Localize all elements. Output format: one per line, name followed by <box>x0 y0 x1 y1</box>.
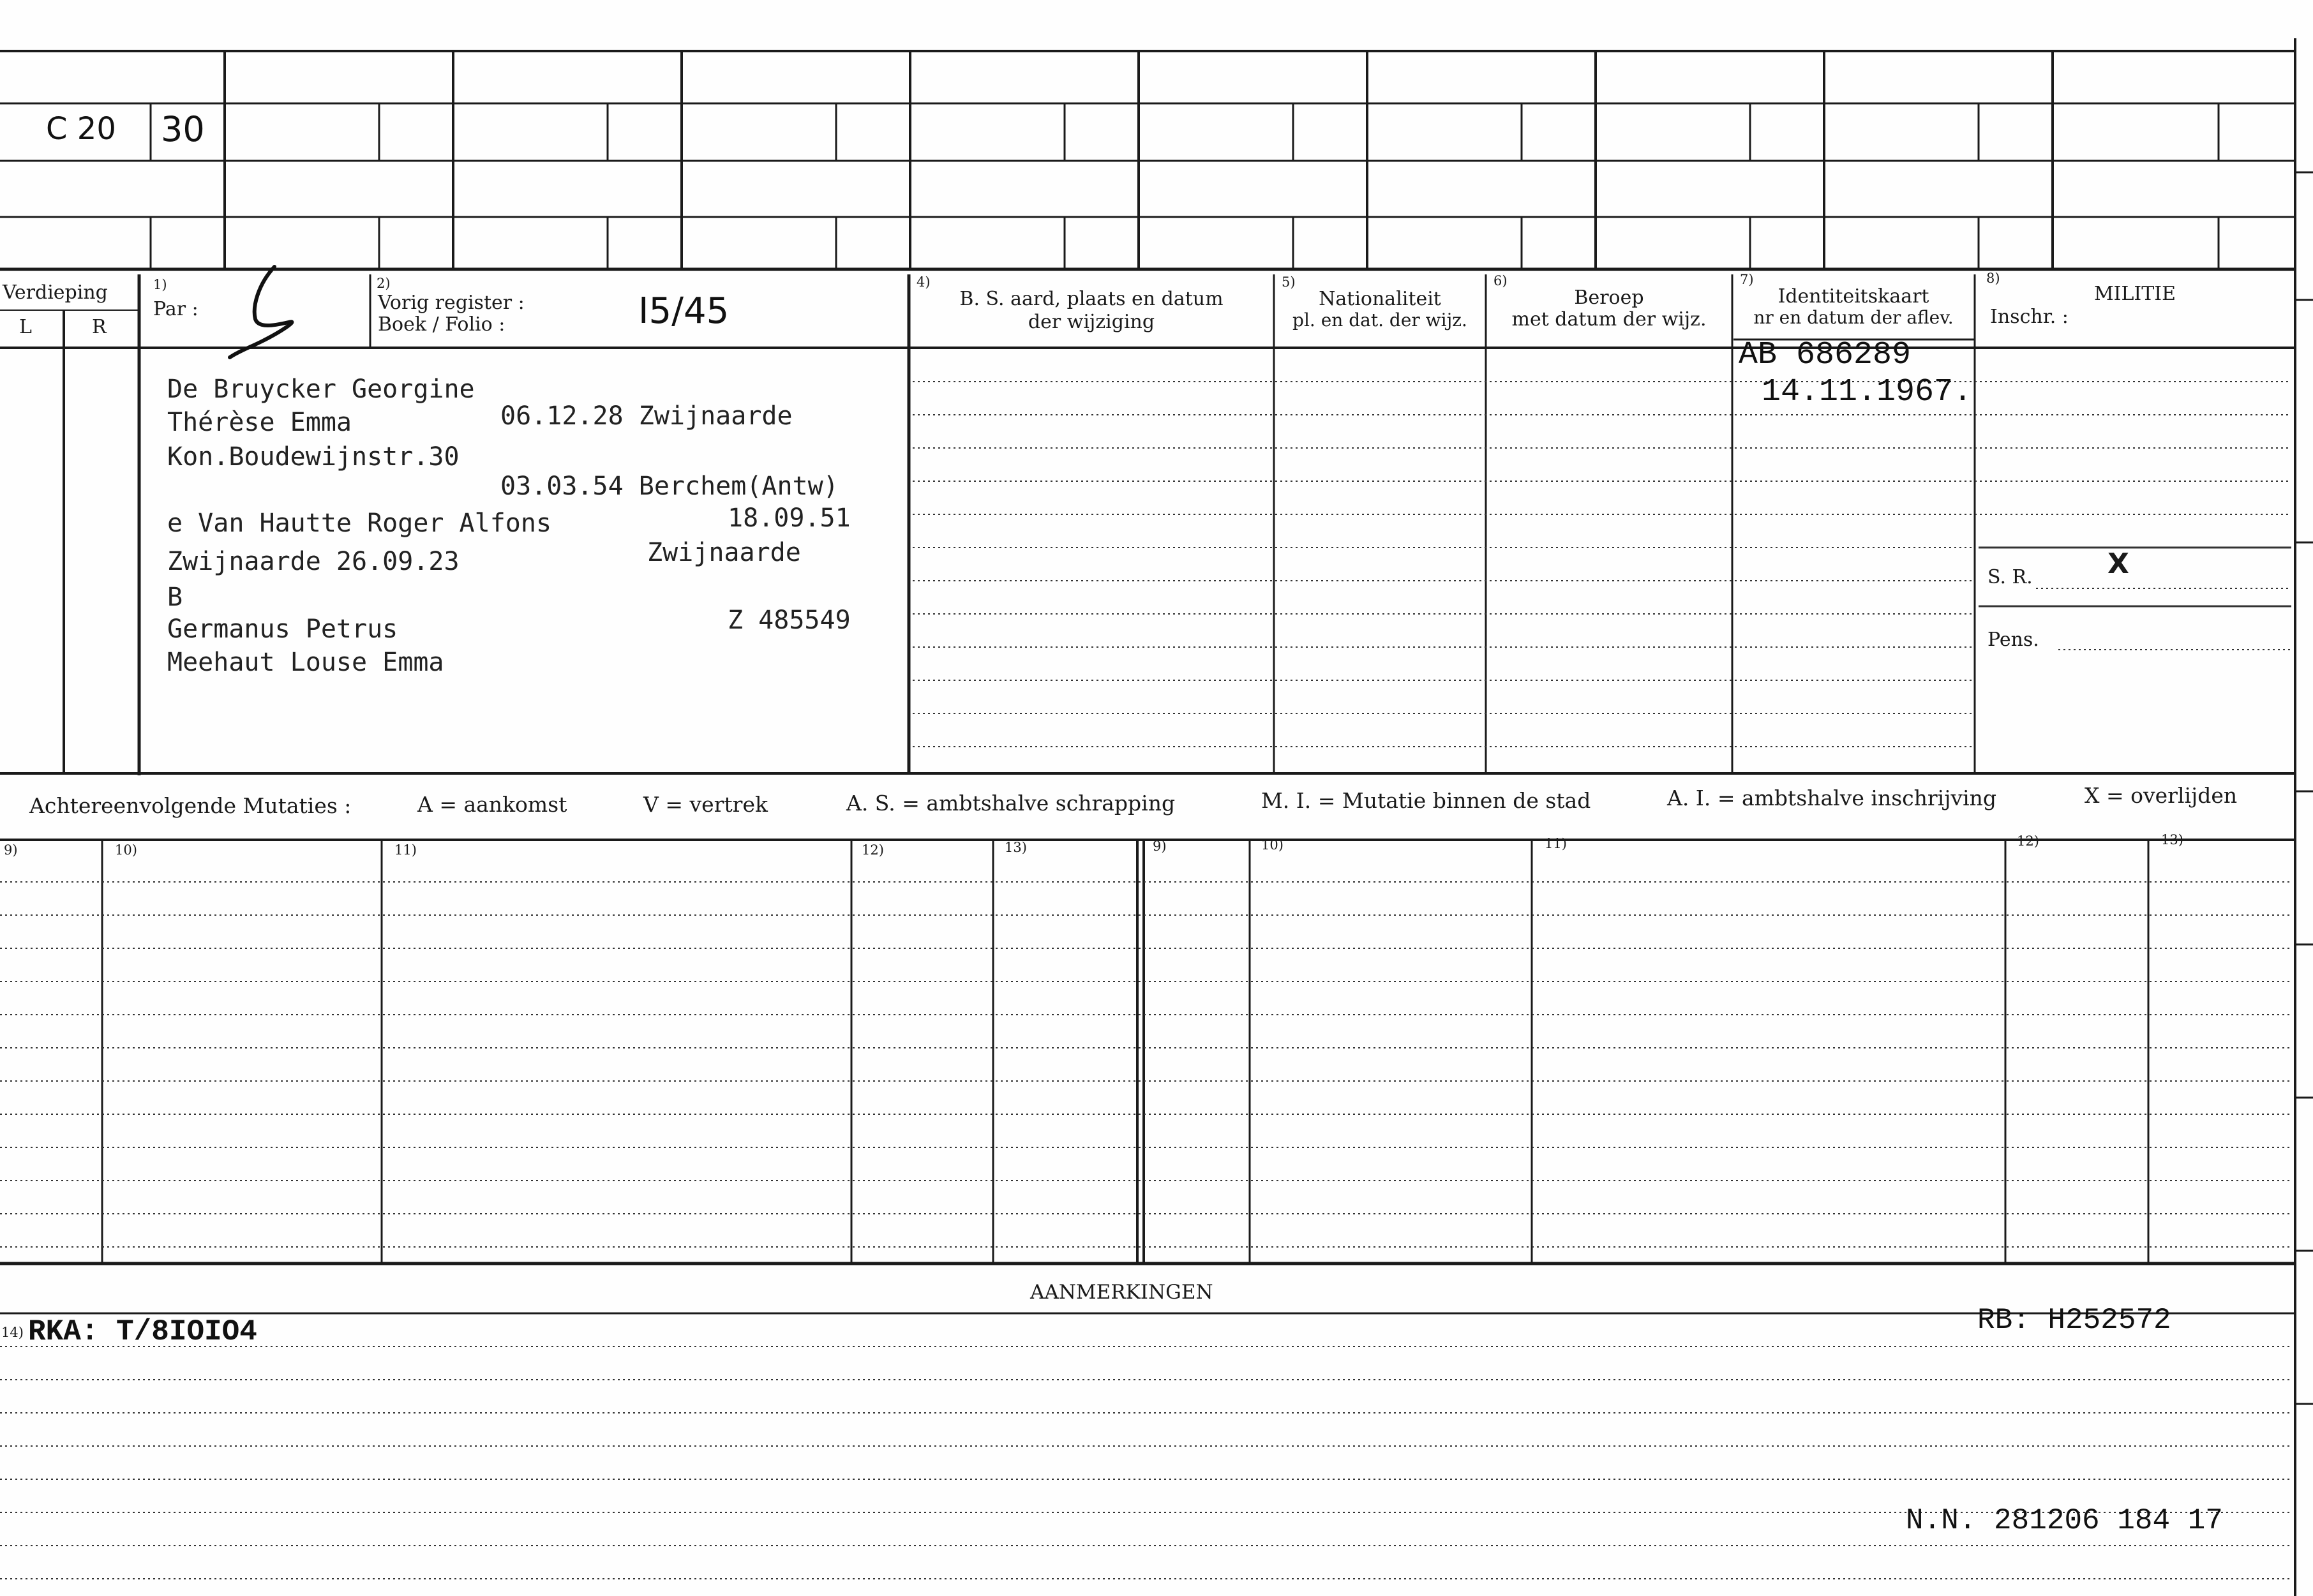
footnote-4: 4) <box>917 274 931 290</box>
footnote-8: 8) <box>1986 271 2000 286</box>
mutation-col-10b: 10) <box>1261 837 1284 853</box>
mutation-v: V = vertrek <box>643 792 768 817</box>
person-name-line2: Thérèse Emma <box>167 408 352 437</box>
remarks-title: AANMERKINGEN <box>1030 1281 1213 1304</box>
spouse-name: e Van Hautte Roger Alfons <box>167 509 552 538</box>
bs-header-line1: B. S. aard, plaats en datum <box>959 288 1224 310</box>
verdieping-label: Verdieping <box>3 281 108 304</box>
footnote-7: 7) <box>1740 272 1754 287</box>
spouse-marriage-date: 18.09.51 <box>728 503 851 533</box>
person-name-line1: De Bruycker Georgine <box>167 375 475 404</box>
mutation-col-13: 13) <box>1005 840 1027 855</box>
boek-folio-label: Boek / Folio : <box>378 313 505 336</box>
footnote-14: 14) <box>1 1325 24 1340</box>
inschr-label: Inschr. : <box>1990 306 2069 328</box>
spouse-birth-place: Zwijnaarde <box>647 538 801 567</box>
mutation-col-9: 9) <box>4 842 18 858</box>
person-birth: 06.12.28 Zwijnaarde <box>500 401 793 431</box>
id-card-number: AB 686289 <box>1739 337 1912 373</box>
col-l-label: L <box>19 316 32 338</box>
mutation-ai: A. I. = ambtshalve inschrijving <box>1667 786 1997 810</box>
sr-value: X <box>2107 548 2129 580</box>
militie-header: MILITIE <box>2093 283 2176 305</box>
vorig-register-label: Vorig register : <box>378 292 525 314</box>
mother-name: Meehaut Louse Emma <box>167 648 444 677</box>
mutation-col-11b: 11) <box>1545 836 1567 851</box>
spouse-birth: Zwijnaarde 26.09.23 <box>167 547 460 576</box>
mutation-col-12b: 12) <box>2017 833 2039 849</box>
identiteitskaart-header-line1: Identiteitskaart <box>1778 285 1929 308</box>
father-number: Z 485549 <box>728 606 851 635</box>
footnote-5: 5) <box>1282 274 1296 290</box>
mutation-col-12: 12) <box>862 842 884 858</box>
vorig-register-value: I5/45 <box>638 290 730 332</box>
rb-number: RB: H252572 <box>1977 1304 2171 1337</box>
mutations-title: Achtereenvolgende Mutaties : <box>29 793 352 818</box>
nationaliteit-header-line1: Nationaliteit <box>1319 288 1441 310</box>
beroep-header-line2: met datum der wijz. <box>1511 308 1707 331</box>
code-left: C 20 <box>46 111 116 147</box>
mutation-col-11: 11) <box>394 842 417 858</box>
identiteitskaart-header-line2: nr en datum der aflev. <box>1753 307 1954 328</box>
par-handwritten-mark <box>230 267 292 357</box>
pens-label: Pens. <box>1987 629 2039 651</box>
person-address: Kon.Boudewijnstr.30 <box>167 442 460 472</box>
par-label: Par : <box>153 298 198 320</box>
mutation-col-9b: 9) <box>1153 839 1167 854</box>
father-name: Germanus Petrus <box>167 615 398 644</box>
bs-header-line2: der wijziging <box>1028 311 1155 333</box>
nationaliteit-header-line2: pl. en dat. der wijz. <box>1292 310 1467 331</box>
id-card-date: 14.11.1967. <box>1762 374 1973 410</box>
mutation-mi: M. I. = Mutatie binnen de stad <box>1261 788 1591 813</box>
col-r-label: R <box>92 316 107 338</box>
mutation-as: A. S. = ambtshalve schrapping <box>846 791 1176 816</box>
footnote-6: 6) <box>1493 273 1508 288</box>
mutation-a: A = aankomst <box>417 792 567 817</box>
person-letter: B <box>167 583 183 612</box>
nn-number: N.N. 281206 184 17 <box>1906 1504 2223 1537</box>
sr-label: S. R. <box>1987 566 2033 588</box>
footnote-1: 1) <box>153 277 167 292</box>
footnote-2: 2) <box>377 276 391 291</box>
rka-number: RKA: T/8IOIO4 <box>28 1315 257 1348</box>
code-right: 30 <box>161 109 205 149</box>
person-address-date: 03.03.54 Berchem(Antw) <box>500 472 839 501</box>
mutation-x: X = overlijden <box>2085 783 2238 808</box>
beroep-header-line1: Beroep <box>1574 287 1644 309</box>
mutation-col-10: 10) <box>115 842 137 858</box>
mutation-col-13b: 13) <box>2161 832 2183 847</box>
